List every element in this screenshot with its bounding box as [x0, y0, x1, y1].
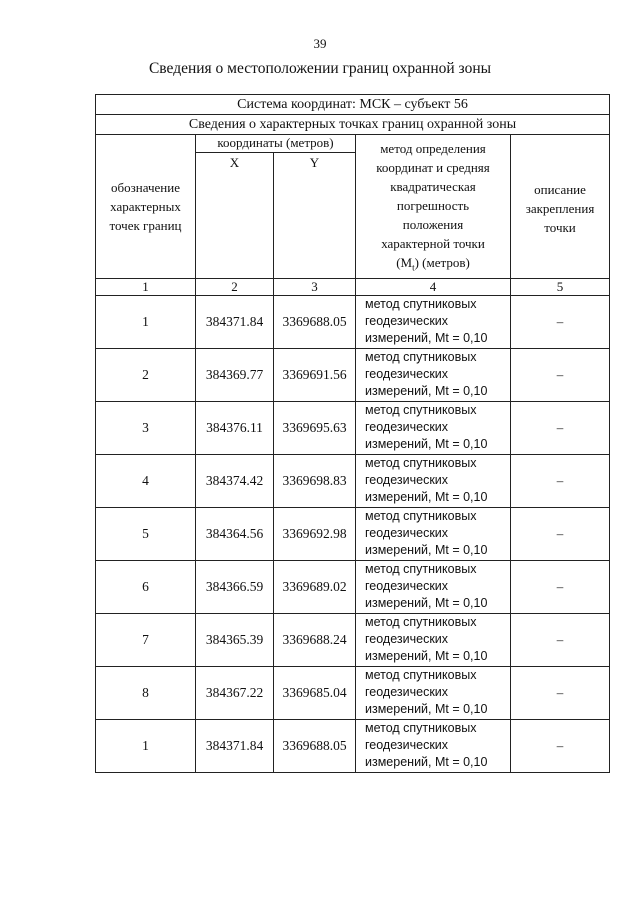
column-number: 1: [96, 278, 196, 295]
x-coordinate-cell: 384376.11: [196, 401, 274, 454]
method-cell: [356, 295, 511, 348]
description-cell: –: [511, 507, 610, 560]
header-description: [511, 135, 610, 279]
header-method-line: характерной точки: [381, 236, 485, 251]
header-method-mt-line: [356, 253, 510, 278]
header-description-line: закрепления: [525, 200, 595, 216]
method-line: измерений, Mt = 0,10: [365, 384, 488, 399]
description-cell: –: [511, 719, 610, 772]
method-line: измерений, Mt = 0,10: [365, 702, 488, 717]
method-line: геодезических: [365, 738, 449, 753]
header-y: Y: [274, 152, 356, 278]
table-row: [96, 401, 610, 454]
column-number: 2: [196, 278, 274, 295]
method-line: геодезических: [365, 420, 449, 435]
x-coordinate-cell: 384371.84: [196, 295, 274, 348]
method-line: измерений, Mt = 0,10: [365, 437, 488, 452]
method-line: геодезических: [365, 314, 449, 329]
method-cell: [356, 719, 511, 772]
point-id-cell: 1: [96, 295, 196, 348]
method-line: метод спутниковых: [365, 350, 477, 365]
column-number: 5: [511, 278, 610, 295]
y-coordinate-cell: 3369698.83: [274, 454, 356, 507]
method-cell: [356, 401, 511, 454]
y-coordinate-cell: 3369691.56: [274, 348, 356, 401]
header-method: [356, 135, 511, 279]
method-line: метод спутниковых: [365, 562, 477, 577]
table-row: [96, 454, 610, 507]
method-cell: [356, 507, 511, 560]
method-line: измерений, Mt = 0,10: [365, 543, 488, 558]
y-coordinate-cell: 3369688.24: [274, 613, 356, 666]
method-cell: [356, 560, 511, 613]
point-id-cell: 6: [96, 560, 196, 613]
header-point-designation: [96, 135, 196, 279]
column-number-row: [96, 278, 610, 295]
table-row: [96, 666, 610, 719]
x-coordinate-cell: 384366.59: [196, 560, 274, 613]
table-row: [96, 295, 610, 348]
header-row: [96, 135, 610, 153]
y-coordinate-cell: 3369689.02: [274, 560, 356, 613]
point-id-cell: 5: [96, 507, 196, 560]
method-line: метод спутниковых: [365, 721, 477, 736]
header-description-line: точки: [544, 219, 576, 235]
method-line: метод спутниковых: [365, 297, 477, 312]
x-coordinate-cell: 384367.22: [196, 666, 274, 719]
description-cell: –: [511, 454, 610, 507]
description-cell: –: [511, 613, 610, 666]
x-coordinate-cell: 384365.39: [196, 613, 274, 666]
method-line: метод спутниковых: [365, 615, 477, 630]
method-line: измерений, Mt = 0,10: [365, 596, 488, 611]
method-line: геодезических: [365, 579, 449, 594]
header-method-line: погрешность: [396, 198, 470, 213]
point-id-cell: 2: [96, 348, 196, 401]
description-cell: –: [511, 295, 610, 348]
section-title-row: [96, 115, 610, 135]
table-row: [96, 560, 610, 613]
method-line: геодезических: [365, 685, 449, 700]
table-row: [96, 348, 610, 401]
point-id-cell: 3: [96, 401, 196, 454]
x-coordinate-cell: 384374.42: [196, 454, 274, 507]
mt-subscript: t: [412, 262, 415, 273]
method-line: измерений, Mt = 0,10: [365, 331, 488, 346]
table-row: [96, 507, 610, 560]
description-cell: –: [511, 666, 610, 719]
method-line: метод спутниковых: [365, 403, 477, 418]
method-line: геодезических: [365, 526, 449, 541]
coordinate-system-row: [96, 95, 610, 115]
method-line: метод спутниковых: [365, 456, 477, 471]
column-number: 4: [356, 278, 511, 295]
header-method-line: квадратическая: [390, 179, 476, 194]
boundary-points-table: [95, 94, 610, 773]
header-method-line: координат и средняя: [376, 160, 490, 175]
table-row: [96, 613, 610, 666]
document-title: Сведения о местоположении границ охранной зоны: [148, 60, 492, 77]
header-point-line: характерных: [110, 198, 181, 214]
method-line: метод спутниковых: [365, 509, 477, 524]
point-id-cell: 4: [96, 454, 196, 507]
header-method-line: положения: [402, 217, 464, 232]
x-coordinate-cell: 384364.56: [196, 507, 274, 560]
column-number: 3: [274, 278, 356, 295]
method-cell: [356, 454, 511, 507]
method-line: геодезических: [365, 632, 449, 647]
y-coordinate-cell: 3369695.63: [274, 401, 356, 454]
description-cell: –: [511, 560, 610, 613]
y-coordinate-cell: 3369685.04: [274, 666, 356, 719]
description-cell: –: [511, 348, 610, 401]
mt-open: (M: [396, 255, 413, 270]
section-title-cell: Сведения о характерных точках границ охранной зоны: [96, 115, 610, 135]
method-cell: [356, 613, 511, 666]
page-number: 39: [313, 36, 327, 51]
x-coordinate-cell: 384371.84: [196, 719, 274, 772]
y-coordinate-cell: 3369692.98: [274, 507, 356, 560]
method-line: метод спутниковых: [365, 668, 477, 683]
mt-tail: ) (метров): [414, 255, 470, 270]
header-method-line: метод определения: [380, 141, 486, 156]
header-coordinates: координаты (метров): [196, 135, 356, 153]
header-point-line: обозначение: [111, 179, 180, 195]
y-coordinate-cell: 3369688.05: [274, 719, 356, 772]
header-description-line: описание: [534, 181, 586, 197]
method-line: геодезических: [365, 473, 449, 488]
method-line: измерений, Mt = 0,10: [365, 649, 488, 664]
coordinate-system-cell: Система координат: МСК – субъект 56: [96, 95, 610, 115]
method-line: измерений, Mt = 0,10: [365, 490, 488, 505]
y-coordinate-cell: 3369688.05: [274, 295, 356, 348]
point-id-cell: 1: [96, 719, 196, 772]
method-line: геодезических: [365, 367, 449, 382]
point-id-cell: 7: [96, 613, 196, 666]
method-line: измерений, Mt = 0,10: [365, 755, 488, 770]
x-coordinate-cell: 384369.77: [196, 348, 274, 401]
description-cell: –: [511, 401, 610, 454]
header-x: X: [196, 152, 274, 278]
method-cell: [356, 666, 511, 719]
table-row: [96, 719, 610, 772]
header-point-line: точек границ: [109, 217, 182, 233]
method-cell: [356, 348, 511, 401]
point-id-cell: 8: [96, 666, 196, 719]
